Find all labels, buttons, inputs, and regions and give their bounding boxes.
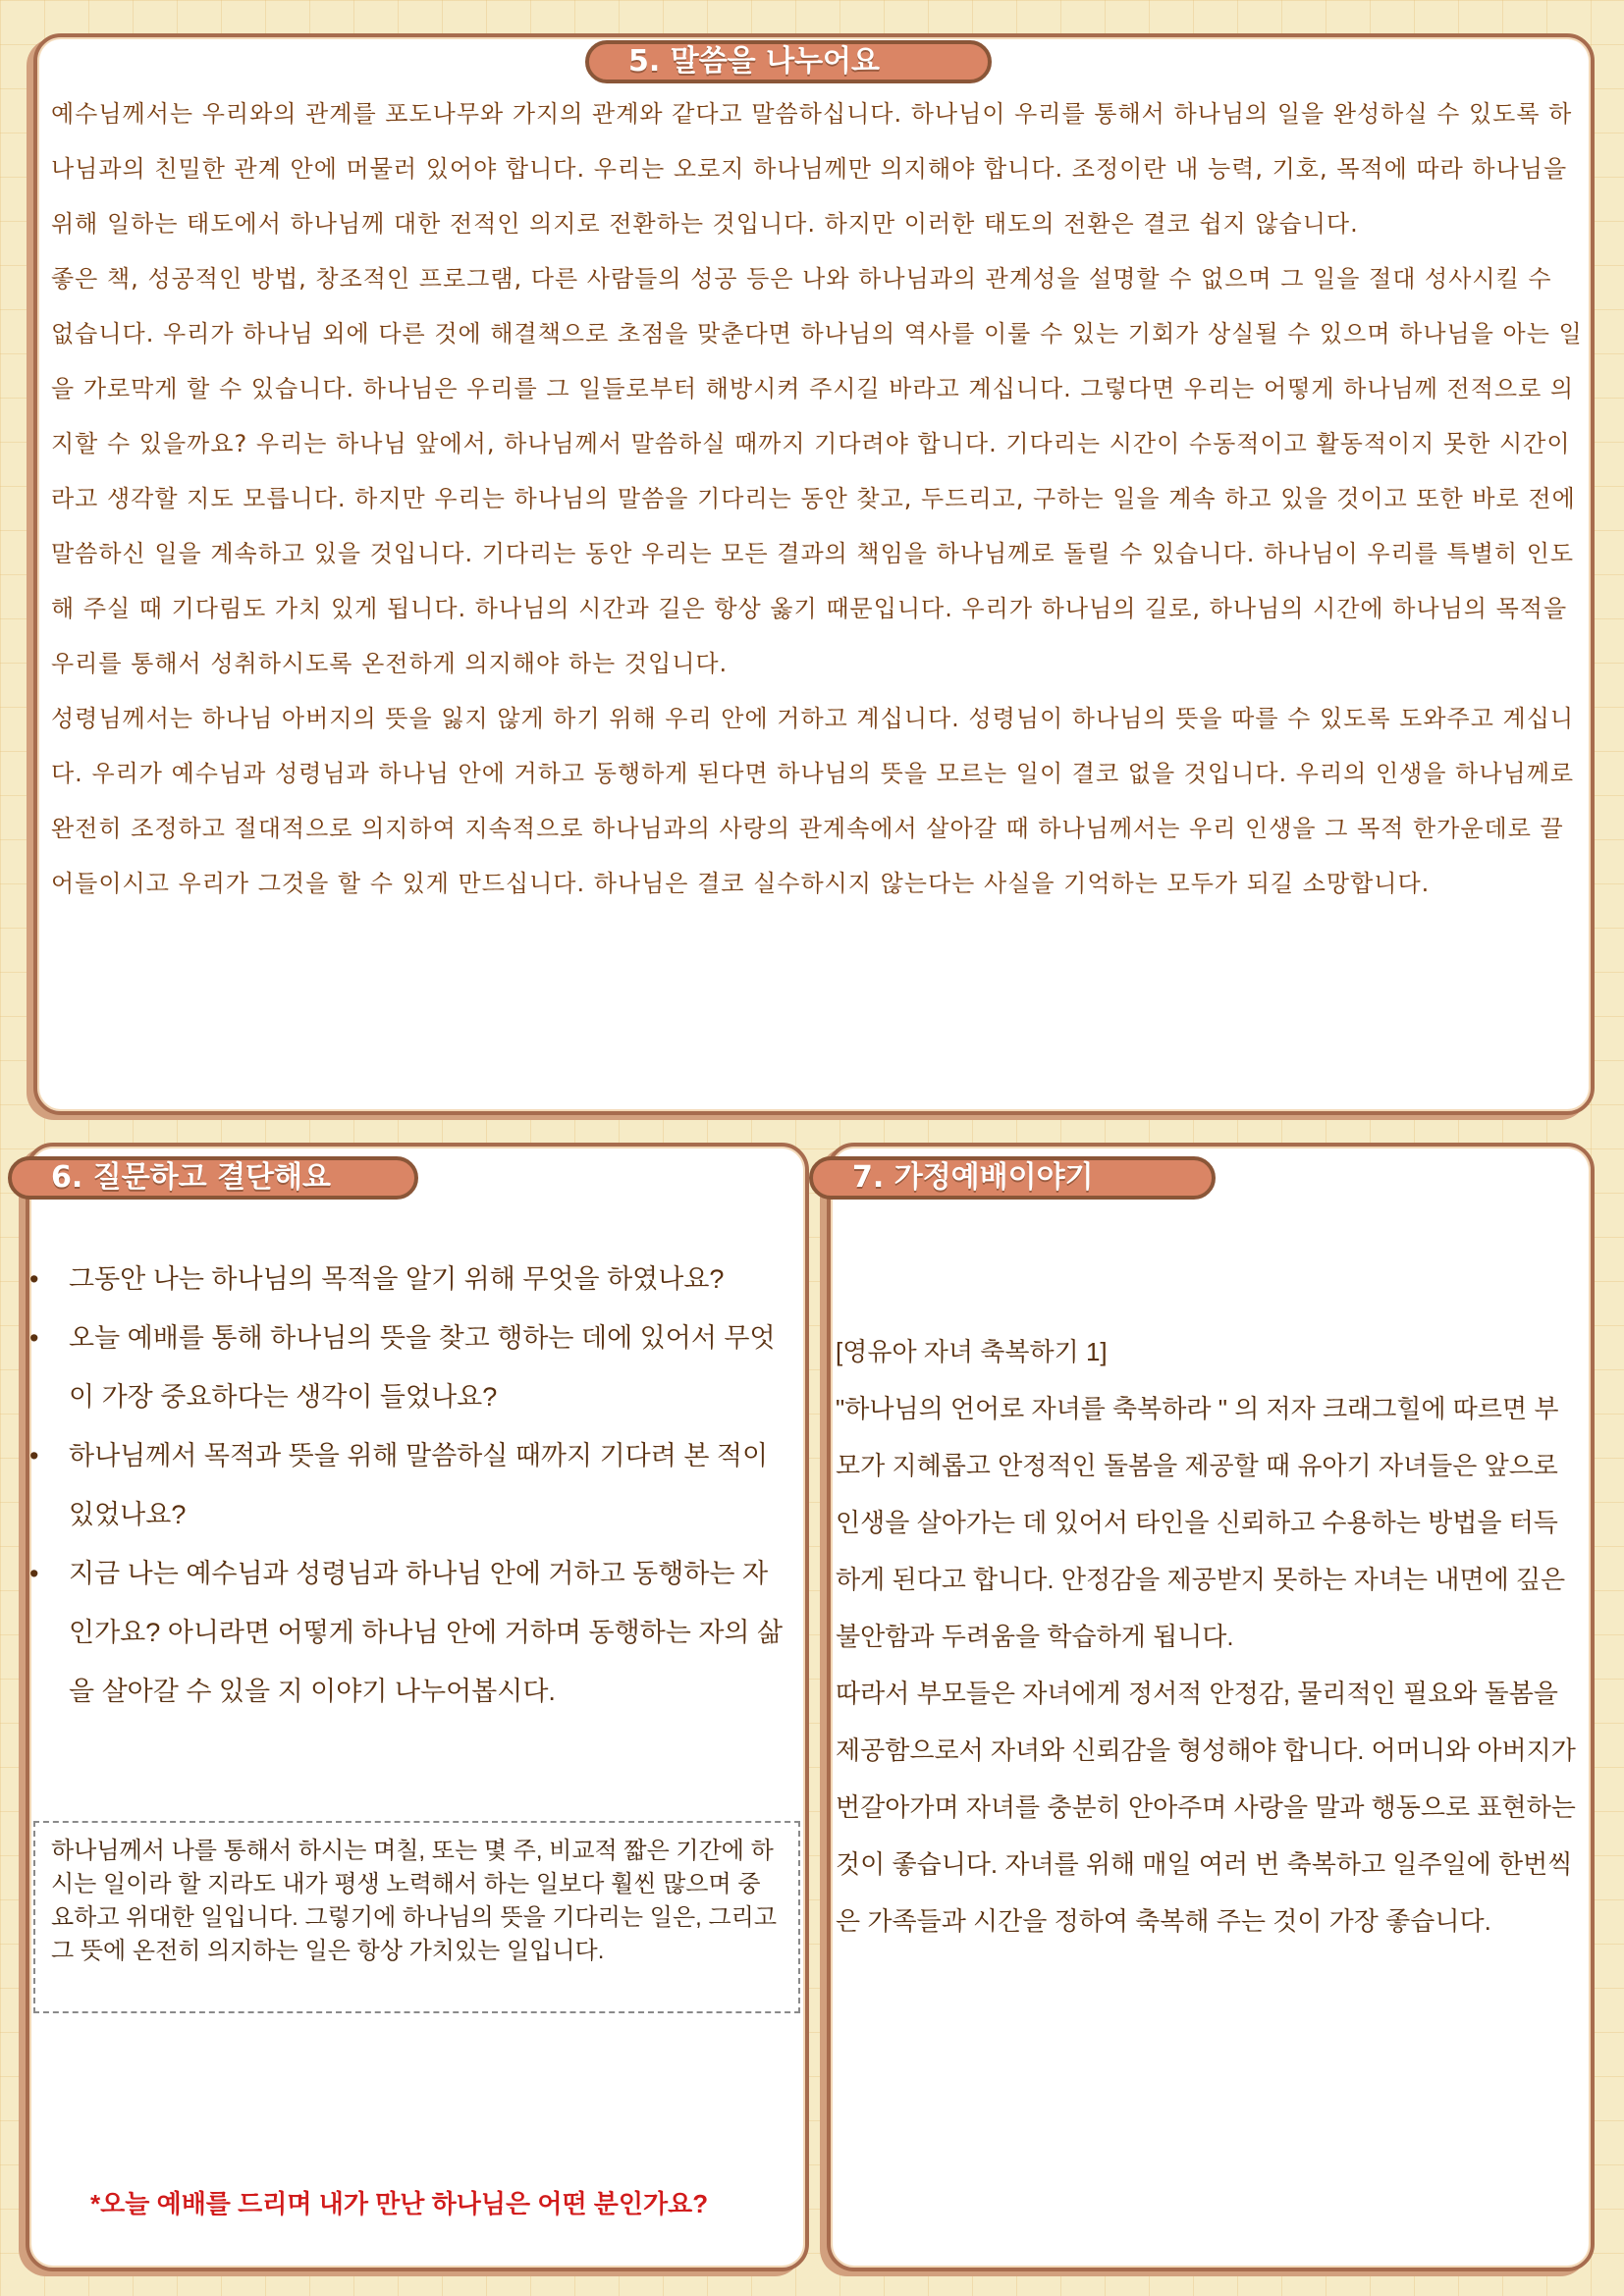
bullet-icon: • [29,1441,39,1470]
quote-box: 하나님께서 나를 통해서 하시는 며칠, 또는 몇 주, 비교적 짧은 기간에 하시는 일이라 할 지라도 내가 평생 노력해서 하는 일보다 훨씬 많으며 중요하고 위대한 일입니다. 그렇기에 하나님의 뜻을 기다리는 일은, 그리고 그 뜻에 온전히 의지하는 일은 항상 가치있는 일입니다. [33,1821,800,2013]
question-text: 그동안 나는 하나님의 목적을 알기 위해 무엇을 하였나요? [69,1264,725,1294]
section-6-title: 6. 질문하고 결단해요 [8,1156,418,1200]
sermon-paragraph: 성령님께서는 하나님 아버지의 뜻을 잃지 않게 하기 위해 우리 안에 거하고 계십니다. 성령님이 하나님의 뜻을 따를 수 있도록 도와주고 계십니다. 우리가 예수님과 성령님과 하나님 안에 거하고 동행하게 된다면 하나님의 뜻을 모르는 일이 결코 없을 것입니다. 우리의 인생을 하나님께로 완전히 조정하고 절대적으로 의지하여 지속적으로 하나님과의 사랑의 관계속에서 살아갈 때 하나님께서는 우리 인생을 그 목적 한가운데로 끌어들이시고 우리가 그것을 할 수 있게 만드십니다. 하나님은 결코 실수하시지 않는다는 사실을 기억하는 모두가 되길 소망합니다. [51,705,1575,897]
story-heading: [영유아 자녀 축복하기 1] [836,1337,1108,1366]
closing-question: *오늘 예배를 드리며 내가 만난 하나님은 어떤 분인가요? [90,2189,709,2218]
bullet-icon: • [29,1264,39,1294]
question-text: 하나님께서 목적과 뜻을 위해 말씀하실 때까지 기다려 본 적이 있었나요? [69,1441,769,1529]
story-paragraph: "하나님의 언어로 자녀를 축복하라 " 의 저자 크래그힐에 따르면 부모가 지혜롭고 안정적인 돌봄을 제공할 때 유아기 자녀들은 앞으로 인생을 살아가는 데 있어서 타인을 신뢰하고 수용하는 방법을 터득하게 된다고 합니다. 안정감을 제공받지 못하는 자녀는 내면에 깊은 불안함과 두려움을 학습하게 됩니다. [836,1394,1566,1651]
family-worship-story [836,1323,1582,1949]
question-item [29,1544,790,1721]
question-text: 오늘 예배를 통해 하나님의 뜻을 찾고 행하는 데에 있어서 무엇이 가장 중요하다는 생각이 들었나요? [69,1323,776,1412]
question-text: 지금 나는 예수님과 성령님과 하나님 안에 거하고 동행하는 자인가요? 아니라면 어떻게 하나님 안에 거하며 동행하는 자의 삶을 살아갈 수 있을 지 이야기 나누어봅시다. [69,1559,784,1706]
question-item [29,1308,790,1426]
sermon-paragraph: 예수님께서는 우리와의 관계를 포도나무와 가지의 관계와 같다고 말씀하십니다. 하나님이 우리를 통해서 하나님의 일을 완성하실 수 있도록 하나님과의 친밀한 관계 안에 머물러 있어야 합니다. 우리는 오로지 하나님께만 의지해야 합니다. 조정이란 내 능력, 기호, 목적에 따라 하나님을 위해 일하는 태도에서 하나님께 대한 전적인 의지로 전환하는 것입니다. 하지만 이러한 태도의 전환은 결코 쉽지 않습니다. [51,100,1573,238]
section-5-title: 5. 말씀을 나누어요 [585,40,992,83]
story-paragraph: 따라서 부모들은 자녀에게 정서적 안정감, 물리적인 필요와 돌봄을 제공함으로서 자녀와 신뢰감을 형성해야 합니다. 어머니와 아버지가 번갈아가며 자녀를 충분히 안아주며 사랑을 말과 행동으로 표현하는 것이 좋습니다. 자녀를 위해 매일 여러 번 축복하고 일주일에 한번씩은 가족들과 시간을 정하여 축복해 주는 것이 가장 좋습니다. [836,1679,1576,1936]
bullet-icon: • [29,1559,39,1588]
question-list [29,1250,790,1721]
section-7-title: 7. 가정예배이야기 [809,1156,1216,1200]
sermon-paragraph: 좋은 책, 성공적인 방법, 창조적인 프로그램, 다른 사람들의 성공 등은 나와 하나님과의 관계성을 설명할 수 없으며 그 일을 절대 성사시킬 수 없습니다. 우리가 하나님 외에 다른 것에 해결책으로 초점을 맞춘다면 하나님의 역사를 이룰 수 있는 기회가 상실될 수 있으며 하나님을 아는 일을 가로막게 할 수 있습니다. 하나님은 우리를 그 일들로부터 해방시켜 주시길 바라고 계십니다. 그렇다면 우리는 어떻게 하나님께 전적으로 의지할 수 있을까요? 우리는 하나님 앞에서, 하나님께서 말씀하실 때까지 기다려야 합니다. 기다리는 시간이 수동적이고 활동적이지 못한 시간이라고 생각할 지도 모릅니다. 하지만 우리는 하나님의 말씀을 기다리는 동안 찾고, 두드리고, 구하는 일을 계속 하고 있을 것이고 또한 바로 전에 말씀하신 일을 계속하고 있을 것입니다. 기다리는 동안 우리는 모든 결과의 책임을 하나님께로 돌릴 수 있습니다. 하나님이 우리를 특별히 인도해 주실 때 기다림도 가치 있게 됩니다. 하나님의 시간과 길은 항상 옳기 때문입니다. 우리가 하나님의 길로, 하나님의 시간에 하나님의 목적을 우리를 통해서 성취하시도록 온전하게 의지해야 하는 것입니다. [51,265,1583,677]
question-item [29,1426,790,1544]
sermon-text [51,86,1583,911]
bullet-icon: • [29,1323,39,1353]
question-item [29,1250,790,1308]
